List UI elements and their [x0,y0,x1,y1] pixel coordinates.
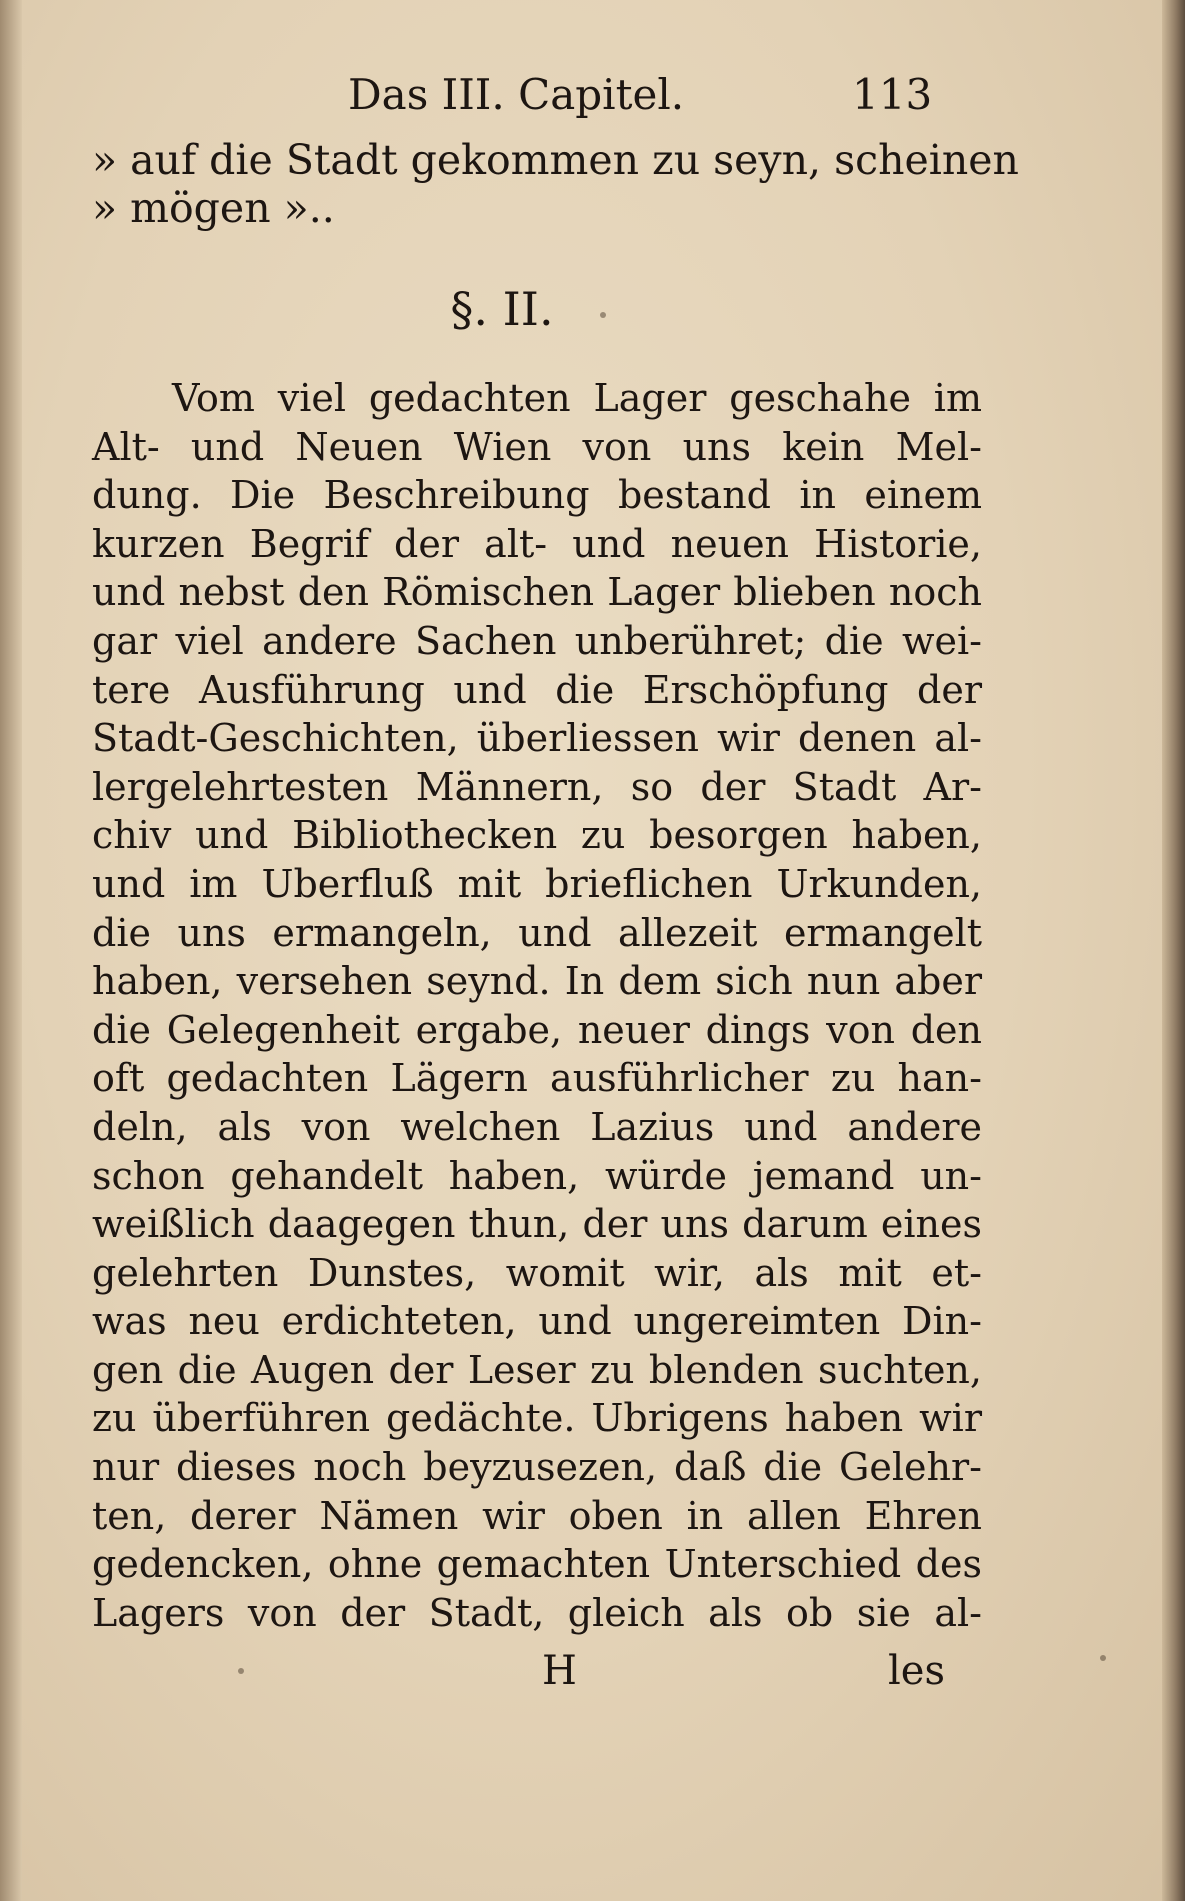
text-line: chiv und Bibliothecken zu besorgen haben, [92,813,982,858]
signature-mark: H [542,1648,577,1695]
text-line: haben, versehen seynd. In dem sich nun aber [92,959,982,1004]
text-line: und im Uberfluß mit brieflichen Urkunden, [92,861,982,906]
text-line: oft gedachten Lägern ausführlicher zu han- [92,1056,982,1101]
page-edge-shadow [1162,0,1185,1901]
text-line: gar viel andere Sachen unberühret; die wei- [92,618,982,663]
section-heading: §. II. [450,282,554,336]
text-line: und nebst den Römischen Lager blieben noch [92,570,982,615]
text-line: nur dieses noch beyzusezen, daß die Gelehr- [92,1445,982,1490]
text-line: deln, als von welchen Lazius und andere [92,1104,982,1149]
text-line: Lagers von der Stadt, gleich als ob sie al- [92,1590,982,1635]
body-paragraph [92,374,992,1637]
text-line: Alt- und Neuen Wien von uns kein Mel- [92,424,982,469]
chapter-title: Das III. Capitel. [348,70,685,119]
text-line: was neu erdichteten, und ungereimten Din- [92,1299,982,1344]
text-line: gen die Augen der Leser zu blenden suchten, [92,1347,982,1392]
text-line: gelehrten Dunstes, womit wir, als mit et- [92,1250,982,1295]
text-line: Vom viel gedachten Lager geschahe im [172,376,982,420]
text-line: weißlich daagegen thun, der uns darum eines [92,1202,982,1247]
text-line: ten, derer Nämen wir oben in allen Ehren [92,1493,982,1538]
text-line: lergelehrtesten Männern, so der Stadt Ar- [92,764,982,809]
paper-speck [600,312,606,318]
text-line: die Gelegenheit ergabe, neuer dings von den [92,1007,982,1052]
catchword: les [888,1648,945,1695]
paper-speck [1100,1655,1106,1661]
text-line: gedencken, ohne gemachten Unterschied des [92,1542,982,1587]
page-text-block [92,62,1019,1701]
running-head [92,62,992,128]
binding-gutter [0,0,22,1901]
quote-line: » mögen ».. [92,184,335,232]
text-line: die uns ermangeln, und allezeit ermangelt [92,910,982,955]
paper-speck [238,1668,244,1674]
text-line: zu überführen gedächte. Ubrigens haben wir [92,1396,982,1441]
text-line: Stadt-Geschichten, überliessen wir denen al- [92,716,982,761]
text-line: kurzen Begrif der alt- und neuen Historie, [92,521,982,566]
page-number: 113 [852,70,933,119]
quotation-continuation [92,136,1019,232]
text-line: tere Ausführung und die Erschöpfung der [92,667,982,712]
page-footer [92,1641,992,1701]
text-line: schon gehandelt haben, würde jemand un- [92,1153,982,1198]
text-line: dung. Die Beschreibung bestand in einem [92,473,982,518]
quote-line: » auf die Stadt gekommen zu seyn, scheinen [92,136,1019,184]
